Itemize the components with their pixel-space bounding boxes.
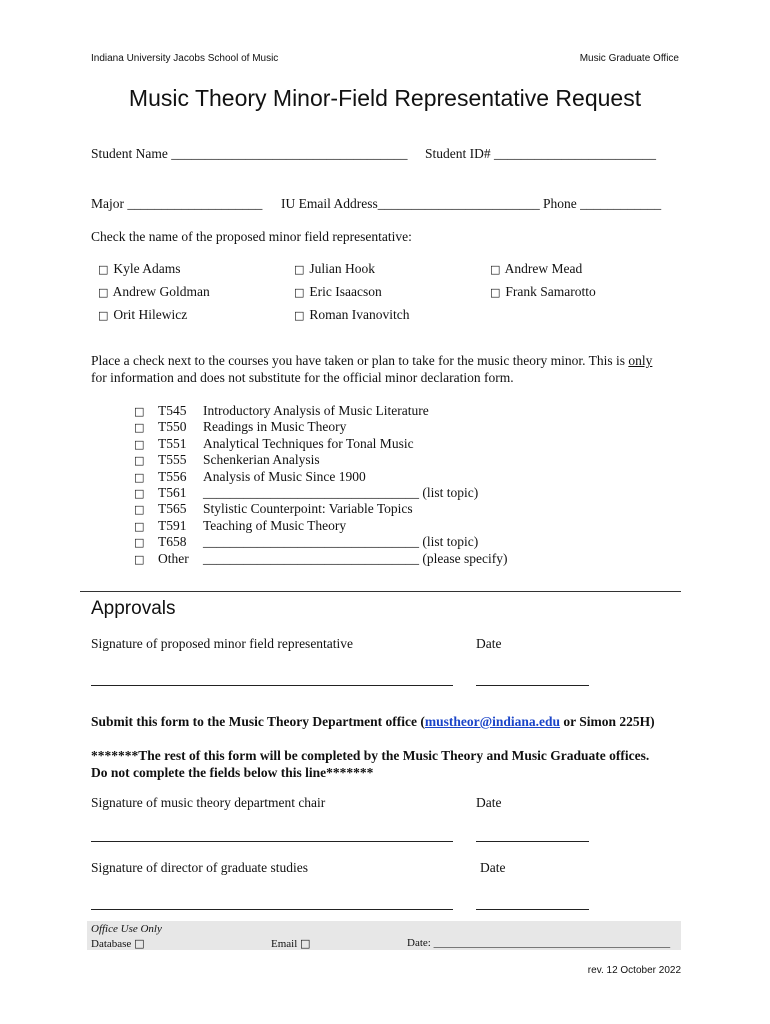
course-code: T556	[158, 468, 187, 484]
director-date-line[interactable]	[476, 909, 589, 910]
office-date[interactable]: Date: ___________________________________________	[407, 937, 671, 949]
rep-name: Roman Ivanovitch	[309, 307, 410, 322]
course-name: ________________________________ (list topic)	[203, 485, 479, 500]
checkbox-icon[interactable]: □	[134, 937, 145, 950]
office-use-title: Office Use Only	[91, 923, 162, 935]
office-use-box	[87, 921, 681, 950]
course-row[interactable]	[134, 435, 414, 452]
checkbox-icon[interactable]: □	[134, 536, 145, 550]
course-row[interactable]	[134, 419, 347, 435]
course-code: T545	[158, 403, 187, 418]
phone-field[interactable]: Phone ____________	[543, 196, 662, 211]
course-row[interactable]	[134, 501, 413, 517]
chair-date-line[interactable]	[476, 841, 589, 842]
rep-name: Andrew Goldman	[112, 284, 210, 299]
notice-line-1: *******The rest of this form will be completed by the Music Theory and Music Graduate offices.	[91, 748, 650, 763]
rep-date-label: Date	[476, 636, 502, 651]
chair-date-label: Date	[476, 795, 502, 810]
revision-note: rev. 12 October 2022	[587, 965, 681, 976]
director-signature-line[interactable]	[91, 909, 453, 910]
rep-option[interactable]	[98, 284, 210, 300]
course-row[interactable]	[134, 452, 320, 468]
checkbox-icon[interactable]: □	[98, 309, 109, 322]
rep-signature-line[interactable]	[91, 685, 453, 686]
course-code: Other	[158, 550, 189, 566]
course-code: T565	[158, 501, 187, 517]
director-signature-label: Signature of director of graduate studies	[91, 860, 309, 875]
iu-email-field[interactable]: IU Email Address________________________	[281, 196, 540, 211]
course-name: ________________________________ (list topic)	[203, 534, 479, 550]
course-code: T658	[158, 534, 187, 550]
checkbox-icon[interactable]: □	[134, 421, 145, 435]
checkbox-icon[interactable]: □	[490, 286, 501, 299]
courses-intro-line1	[91, 353, 652, 369]
rep-name: Julian Hook	[309, 261, 375, 276]
course-code: T551	[158, 435, 187, 451]
rep-option[interactable]	[294, 261, 375, 277]
checkbox-icon[interactable]: □	[294, 263, 305, 276]
rep-option[interactable]	[294, 284, 382, 300]
email-link[interactable]: mustheor@indiana.edu	[424, 714, 561, 729]
submit-instruction	[91, 714, 655, 730]
checkbox-icon[interactable]: □	[134, 519, 145, 533]
courses-intro-text: Place a check next to the courses you have taken or plan to take for the music theory minor. This is	[91, 353, 629, 368]
course-name: Introductory Analysis of Music Literature	[203, 403, 429, 418]
checkbox-icon[interactable]: □	[134, 552, 145, 566]
office-database-label: Database	[91, 938, 132, 950]
checkbox-icon[interactable]: □	[294, 286, 305, 299]
major-field[interactable]: Major ____________________	[91, 196, 263, 211]
rep-option[interactable]	[294, 307, 409, 323]
checkbox-icon[interactable]: □	[134, 487, 145, 500]
course-row[interactable]	[134, 485, 479, 501]
section-divider	[80, 591, 681, 592]
student-name-field[interactable]: Student Name ___________________________________	[91, 146, 408, 161]
student-id-field[interactable]: Student ID# ________________________	[425, 146, 656, 161]
checkbox-icon[interactable]: □	[134, 470, 145, 484]
course-name: Readings in Music Theory	[203, 419, 347, 435]
rep-date-line[interactable]	[476, 685, 589, 686]
chair-signature-line[interactable]	[91, 841, 453, 842]
course-code: T561	[158, 485, 187, 500]
director-date-label: Date	[480, 860, 506, 875]
notice-line-2: Do not complete the fields below this line*******	[91, 765, 374, 780]
rep-prompt: Check the name of the proposed minor field representative:	[91, 229, 412, 244]
checkbox-icon[interactable]: □	[490, 263, 501, 276]
rep-name: Frank Samarotto	[505, 284, 596, 299]
office-database[interactable]	[91, 937, 146, 950]
office-email[interactable]	[271, 937, 312, 950]
page-title: Music Theory Minor-Field Representative Request	[128, 85, 642, 111]
course-row[interactable]	[134, 403, 429, 419]
course-name: ________________________________ (please specify)	[203, 550, 508, 566]
rep-option[interactable]	[98, 261, 181, 277]
submit-text: Submit this form to the Music Theory Department office (	[91, 714, 425, 729]
course-code: T555	[158, 452, 187, 468]
chair-signature-label: Signature of music theory department chair	[91, 795, 326, 810]
approvals-heading: Approvals	[91, 598, 176, 619]
course-row[interactable]	[134, 468, 366, 485]
rep-name: Orit Hilewicz	[113, 307, 188, 322]
course-row[interactable]	[134, 534, 479, 550]
header-school: Indiana University Jacobs School of Music	[91, 53, 279, 64]
rep-option[interactable]	[490, 284, 596, 300]
rep-signature-label: Signature of proposed minor field representative	[91, 636, 354, 651]
checkbox-icon[interactable]: □	[294, 309, 305, 322]
rep-name: Kyle Adams	[113, 261, 181, 276]
rep-option[interactable]	[490, 261, 582, 277]
course-code: T591	[158, 517, 187, 533]
office-email-label: Email	[271, 938, 298, 950]
course-name: Teaching of Music Theory	[203, 517, 347, 533]
rep-option[interactable]	[98, 307, 187, 323]
checkbox-icon[interactable]: □	[134, 405, 145, 418]
course-name: Analytical Techniques for Tonal Music	[203, 435, 414, 451]
course-name: Schenkerian Analysis	[203, 452, 320, 468]
checkbox-icon[interactable]: □	[134, 503, 145, 517]
checkbox-icon[interactable]: □	[98, 263, 109, 276]
rep-name: Eric Isaacson	[309, 284, 382, 299]
course-name: Analysis of Music Since 1900	[203, 468, 366, 484]
course-row[interactable]	[134, 517, 347, 534]
course-name: Stylistic Counterpoint: Variable Topics	[203, 501, 413, 517]
checkbox-icon[interactable]: □	[98, 286, 109, 299]
courses-intro-line2: for information and does not substitute for the official minor declaration form.	[91, 370, 514, 385]
course-code: T550	[158, 419, 187, 435]
checkbox-icon[interactable]: □	[134, 454, 145, 468]
rep-name: Andrew Mead	[504, 261, 583, 276]
courses-intro-emphasis: only	[628, 353, 653, 368]
course-row[interactable]	[134, 550, 508, 567]
header-office: Music Graduate Office	[579, 53, 679, 64]
checkbox-icon[interactable]: □	[300, 937, 311, 950]
submit-text-end: or Simon 225H)	[560, 714, 655, 729]
checkbox-icon[interactable]: □	[134, 437, 145, 451]
